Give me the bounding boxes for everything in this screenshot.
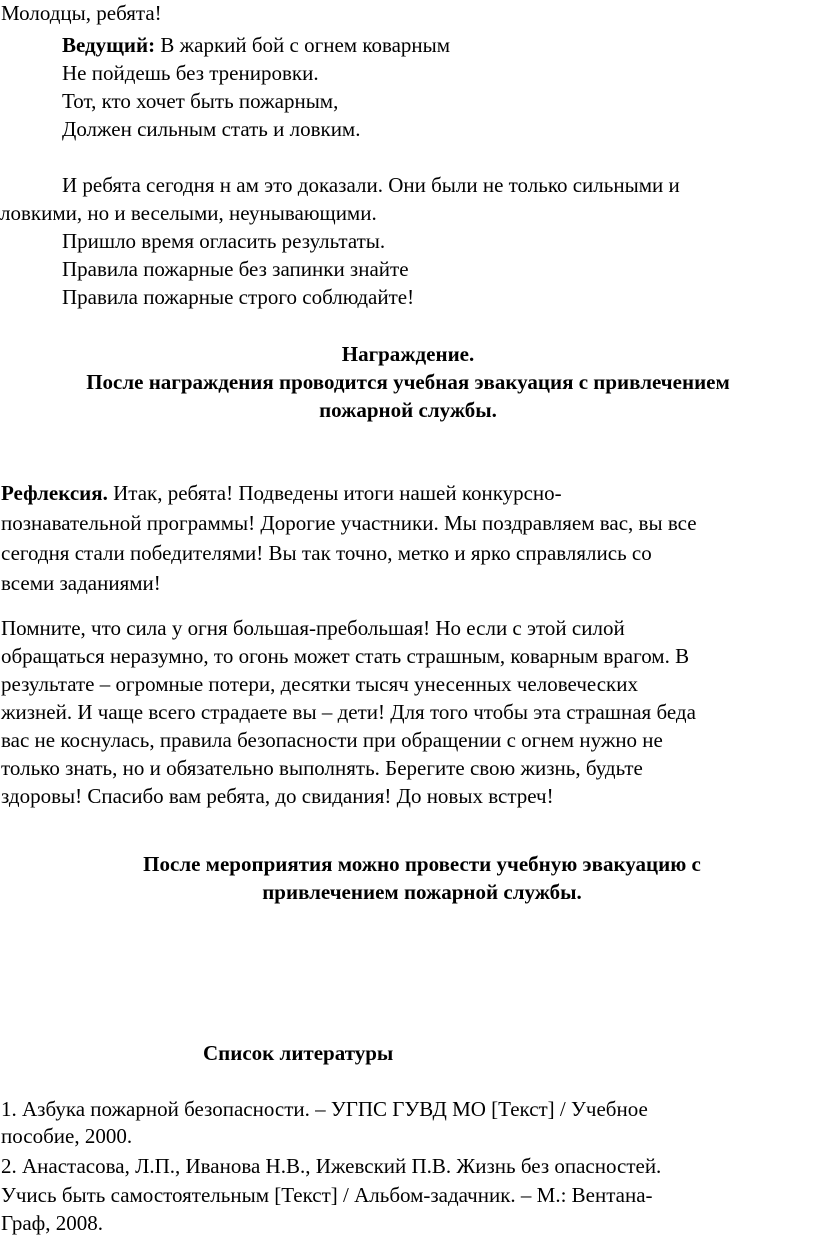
literature-item-1-line-2: пособие, 2000. [1, 1124, 133, 1148]
paragraph-line: Правила пожарные без запинки знайте [62, 257, 409, 281]
paragraph-line: Правила пожарные строго соблюдайте! [62, 285, 415, 309]
after-event-line-2: привлечением пожарной службы. [262, 880, 582, 904]
reflection-label: Рефлексия. [1, 481, 108, 505]
speaker-label: Ведущий: [62, 33, 156, 57]
remember-line: результате – огромные потери, десятки тысяч унесенных человеческих [1, 672, 638, 696]
award-note-line-2: пожарной службы. [319, 398, 497, 422]
remember-line: здоровы! Спасибо вам ребята, до свидания! До новых встреч! [1, 784, 554, 808]
remember-line: Помните, что сила у огня большая-пребольшая! Но если с этой силой [1, 616, 625, 640]
literature-item-1-line-1: 1. Азбука пожарной безопасности. – УГПС ГУВД МО [Текст] / Учебное [1, 1097, 648, 1121]
remember-line: вас не коснулась, правила безопасности при обращении с огнем нужно не [1, 728, 663, 752]
reflection-line-1 [1, 483, 562, 504]
award-heading: Награждение. [341, 342, 475, 366]
reflection-line: сегодня стали победителями! Вы так точно, метко и ярко справлялись со [1, 541, 652, 565]
poem-line-1-text: В жаркий бой с огнем коварным [155, 33, 451, 57]
poem-line-3: Тот, кто хочет быть пожарным, [62, 89, 339, 113]
paragraph-line: И ребята сегодня н ам это доказали. Они были не только сильными и [62, 173, 680, 197]
reflection-line-1-text: Итак, ребята! Подведены итоги нашей конкурсно- [107, 481, 562, 505]
award-note-line-1: После награждения проводится учебная эвакуация с привлечением [86, 370, 730, 394]
after-event-line-1: После мероприятия можно провести учебную эвакуацию с [143, 852, 701, 876]
paragraph-line: ловкими, но и веселыми, неунывающими. [0, 201, 377, 225]
remember-line: жизней. И чаще всего страдаете вы – дети! Для того чтобы эта страшная беда [1, 700, 696, 724]
literature-item-2-line-2: Учись быть самостоятельным [Текст] / Альбом-задачник. – М.: Вентана- [1, 1183, 653, 1207]
reflection-line: познавательной программы! Дорогие участники. Мы поздравляем вас, вы все [1, 511, 697, 535]
literature-item-2-line-3: Граф, 2008. [1, 1211, 103, 1235]
reflection-line: всеми заданиями! [1, 571, 161, 595]
remember-line: обращаться неразумно, то огонь может стать страшным, коварным врагом. В [1, 644, 690, 668]
paragraph-line: Пришло время огласить результаты. [62, 229, 386, 253]
poem-line-1 [62, 35, 450, 56]
remember-line: только знать, но и обязательно выполнять. Берегите свою жизнь, будьте [1, 756, 643, 780]
literature-heading: Список литературы [203, 1041, 394, 1065]
greeting-text: Молодцы, ребята! [1, 1, 162, 25]
literature-item-2-line-1: 2. Анастасова, Л.П., Иванова Н.В., Ижевский П.В. Жизнь без опасностей. [1, 1154, 662, 1178]
poem-line-4: Должен сильным стать и ловким. [62, 117, 361, 141]
poem-line-2: Не пойдешь без тренировки. [62, 61, 319, 85]
